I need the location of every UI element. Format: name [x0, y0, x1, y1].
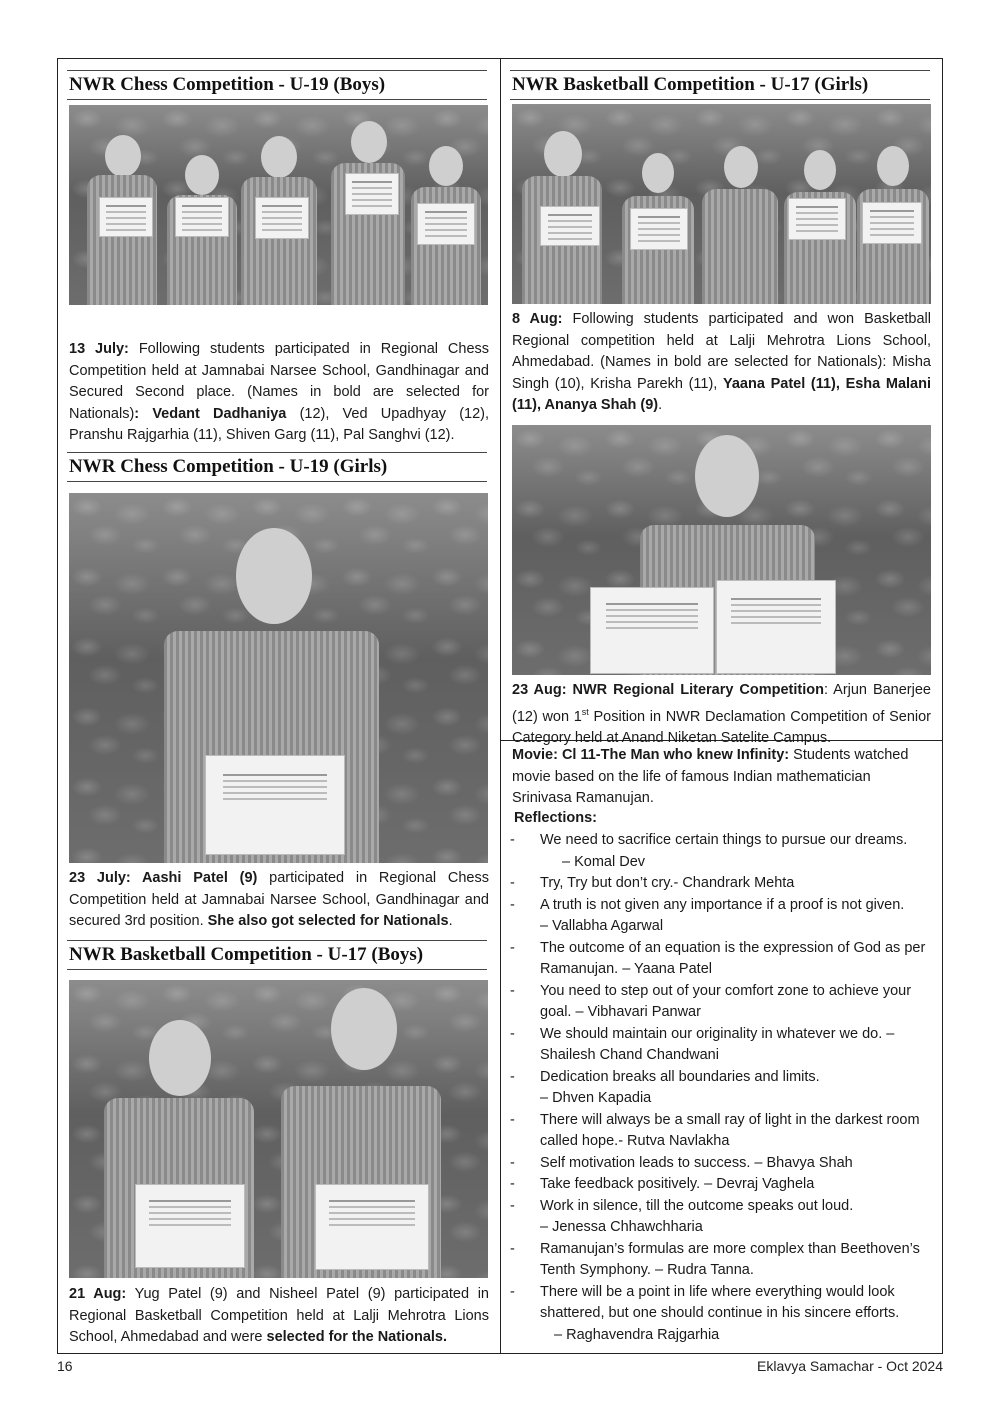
list-item: - Self motivation leads to success. – Bhavya Shah: [510, 1154, 853, 1171]
column-divider: [500, 58, 501, 1354]
literary-photo: [512, 425, 931, 675]
list-item: - Take feedback positively. – Devraj Vaghela: [510, 1176, 815, 1192]
list-item: - You need to step out of your comfort zone to achieve your goal. – Vibhavari Panwar: [510, 982, 912, 1020]
list-item: - There will be a point in life where everything would look shattered, but one should continue in his sincere efforts. – Raghavendra Rajgarhia: [510, 1283, 900, 1343]
chess-boys-heading: NWR Chess Competition - U-19 (Boys): [67, 70, 487, 100]
reflections-label: Reflections:: [514, 810, 597, 826]
basketball-boys-photo: [69, 980, 488, 1278]
list-item: - A truth is not given any importance if a proof is not given. – Vallabha Agarwal: [510, 896, 905, 934]
publication-footer: Eklavya Samachar - Oct 2024: [757, 1358, 943, 1374]
chess-boys-photo: [69, 105, 488, 305]
movie-intro: Movie: Cl 11-The Man who knew Infinity: Students watched movie based on the life of famous Indian mathematician Srinivasa Ramanujan.: [512, 747, 909, 806]
list-item: - Work in silence, till the outcome speaks out loud. – Jenessa Chhawchharia: [510, 1197, 854, 1235]
list-item: - Ramanujan’s formulas are more complex than Beethoven’s Tenth Symphony. – Rudra Tanna.: [510, 1240, 920, 1278]
basketball-boys-caption: 21 Aug: Yug Patel (9) and Nisheel Patel (9) participated in Regional Basketball Competition held at Lalji Mehrotra Lions School, Ahmedabad and were selected for the Nationals.: [69, 1286, 489, 1345]
list-item: - We need to sacrifice certain things to pursue our dreams. – Komal Dev: [510, 832, 908, 870]
page-number: 16: [57, 1358, 73, 1374]
chess-girls-caption: 23 July: Aashi Patel (9) participated in Regional Chess Competition held at Jamnabai Narsee School, Gandhinagar and secured 3rd position. She also got selected for Nationals.: [69, 870, 489, 929]
list-item: - Try, Try but don’t cry.- Chandrark Mehta: [510, 875, 795, 891]
basketball-boys-heading: NWR Basketball Competition - U-17 (Boys): [67, 940, 487, 970]
reflections-list: [510, 830, 935, 1346]
basketball-girls-caption: 8 Aug: Following students participated and won Basketball Regional competition held at Lalji Mehrotra Lions School, Ahmedabad. (Names in bold are selected for Nationals): Misha Singh (10), Krisha Parekh (11), Yaana Patel (11), Esha Malani (11), Ananya Shah (9).: [512, 311, 932, 413]
list-item: - There will always be a small ray of light in the darkest room called hope.- Rutva Navlakha: [510, 1111, 920, 1149]
chess-boys-caption: 13 July: Following students participated in Regional Chess Competition held at Jamnabai Narsee School, Gandhinagar and Secured Second place. (Names in bold are selected for Nationals): Vedant Dadhaniya (12), Ved Upadhyay (12), Pranshu Rajgarhia (11), Shiven Garg (11), Pal Sanghvi (12).: [69, 341, 490, 443]
list-item: - Dedication breaks all boundaries and limits. – Dhven Kapadia: [510, 1068, 820, 1106]
basketball-girls-photo: [512, 104, 931, 304]
list-item: - The outcome of an equation is the expression of God as per Ramanujan. – Yaana Patel: [510, 939, 926, 977]
basketball-girls-heading: NWR Basketball Competition - U-17 (Girls): [510, 70, 930, 100]
list-item: - We should maintain our originality in whatever we do. – Shailesh Chand Chandwani: [510, 1025, 895, 1063]
chess-girls-photo: [69, 493, 488, 863]
literary-caption: 23 Aug: NWR Regional Literary Competition: Arjun Banerjee (12) won 1st Position in NWR Declamation Competition of Senior Category held at Anand Niketan Satelite Campus.: [512, 682, 931, 746]
chess-girls-heading: NWR Chess Competition - U-19 (Girls): [67, 452, 487, 482]
